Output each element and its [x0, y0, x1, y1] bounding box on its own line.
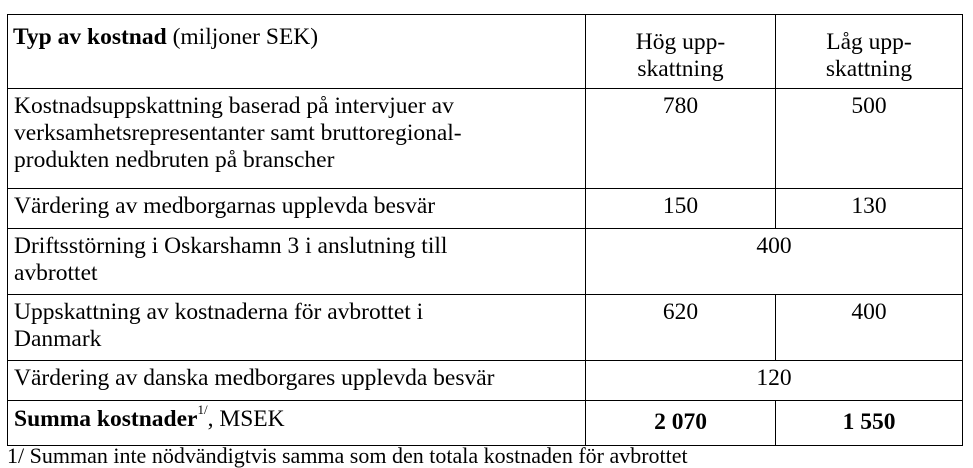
row-description: [8, 295, 586, 361]
header-high-line2: skattning: [637, 56, 724, 82]
total-high-value: 2 070: [586, 401, 776, 446]
row-low-value: 500: [776, 89, 963, 189]
row-high-value: 780: [586, 89, 776, 189]
row-merged-value: 400: [586, 229, 963, 295]
row-description-line: avbrottet: [14, 260, 98, 286]
row-description-line: Uppskattning av kostnaderna för avbrottet i: [14, 299, 424, 325]
row-description-line: Driftsstörning i Oskarshamn 3 i anslutning till: [14, 233, 448, 259]
cost-table: [7, 14, 963, 446]
header-cost-type: [8, 15, 586, 89]
row-description: Värdering av medborgarnas upplevda besvär: [8, 189, 586, 229]
header-low-line1: Låg upp-: [826, 29, 912, 55]
table-row: [8, 189, 963, 229]
row-low-value: 400: [776, 295, 963, 361]
header-high-estimate: [586, 15, 776, 89]
total-row: [8, 401, 963, 446]
row-description-line: verksamhetsrepresentanter samt bruttoregional-: [14, 120, 462, 146]
header-type-bold: Typ av kostnad: [13, 24, 167, 50]
row-description-line: Danmark: [14, 326, 102, 352]
row-description: [8, 229, 586, 295]
header-low-line2: skattning: [825, 56, 913, 82]
row-merged-value: 120: [586, 361, 963, 401]
row-description: [8, 89, 586, 189]
row-description-line: Kostnadsuppskattning baserad på intervjuer av: [14, 93, 454, 119]
total-low-value: 1 550: [776, 401, 963, 446]
row-description: Värdering av danska medborgares upplevda besvär: [8, 361, 586, 401]
row-description-line: produkten nedbruten på branscher: [14, 147, 335, 173]
header-high-line1: Hög upp-: [635, 29, 726, 55]
row-low-value: 130: [776, 189, 963, 229]
total-label-unit: , MSEK: [207, 406, 285, 432]
table-row: [8, 361, 963, 401]
table-row: [8, 295, 963, 361]
row-high-value: 150: [586, 189, 776, 229]
header-type-unit: (miljoner SEK): [166, 24, 319, 50]
header-row: [8, 15, 963, 89]
table-row: [8, 89, 963, 189]
footnote-reference: 1/: [197, 402, 208, 418]
table-row: [8, 229, 963, 295]
total-label: [8, 401, 586, 446]
footnote: 1/ Summan inte nödvändigtvis samma som den totala kostnaden för avbrottet: [7, 443, 688, 468]
row-high-value: 620: [586, 295, 776, 361]
total-label-bold: Summa kostnader: [14, 406, 198, 432]
header-low-estimate: [776, 15, 963, 89]
